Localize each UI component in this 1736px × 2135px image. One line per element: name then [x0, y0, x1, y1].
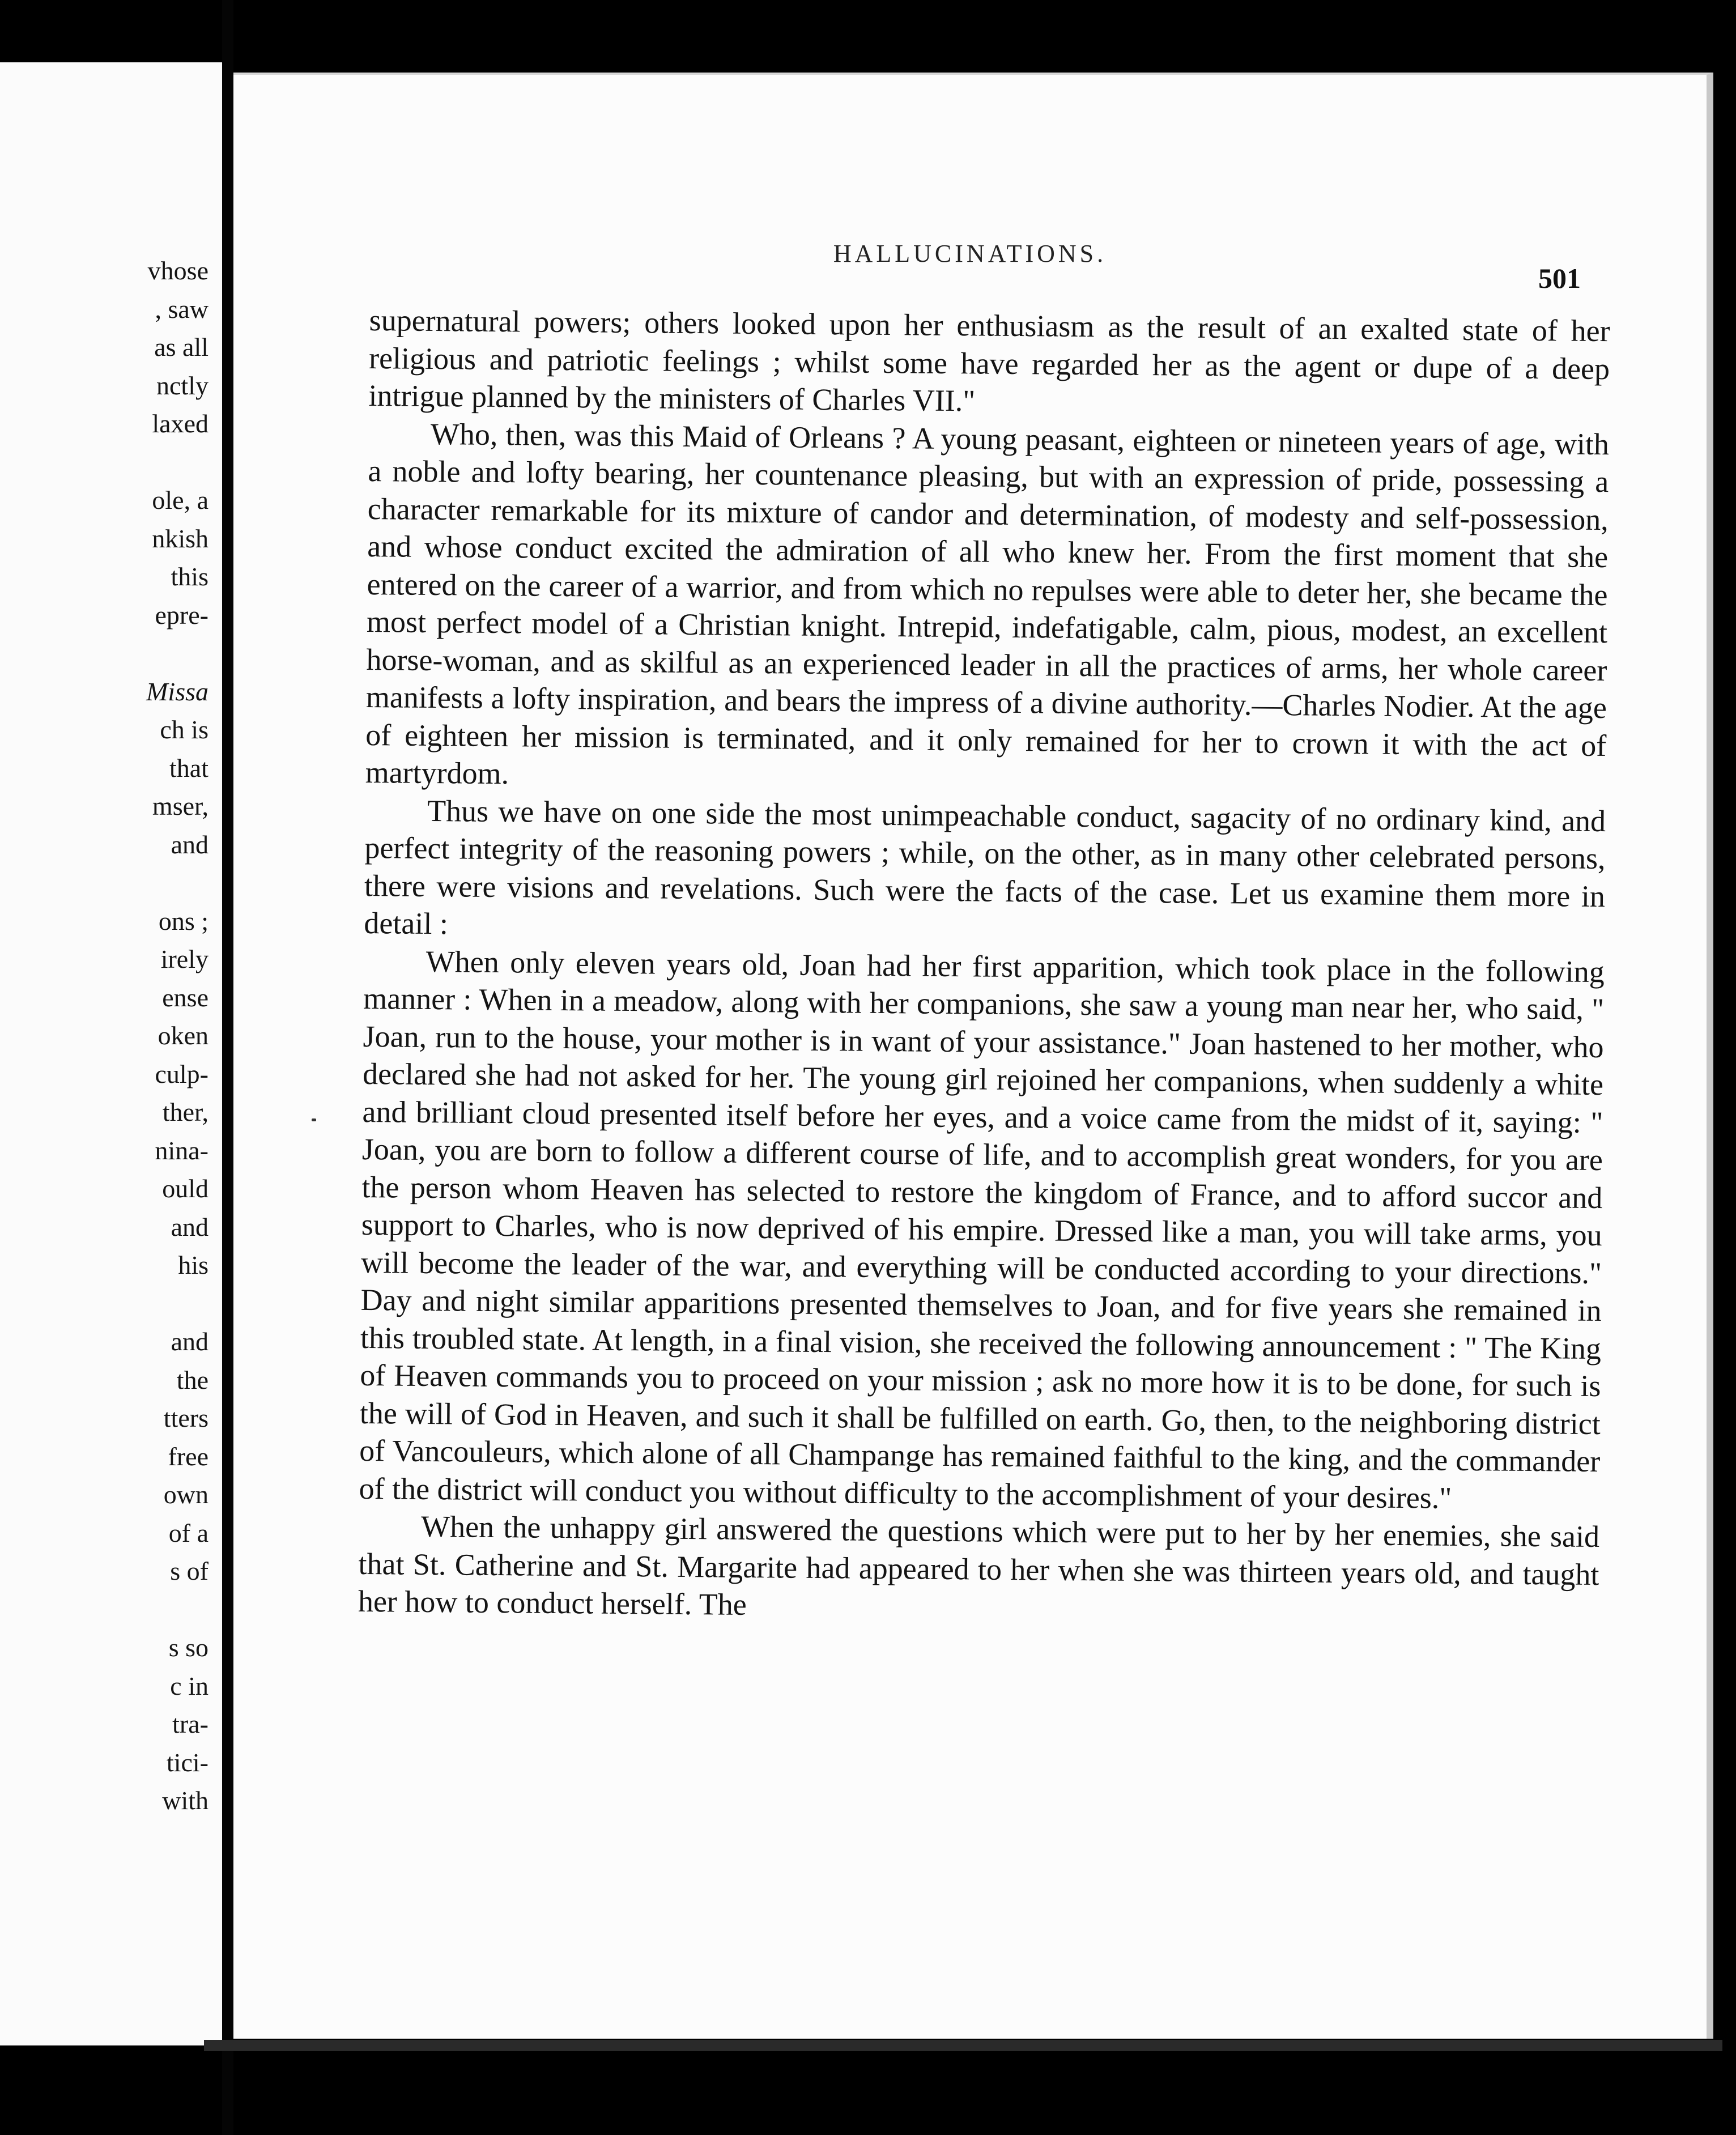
left-page-line-fragment: s so	[168, 1633, 209, 1662]
left-facing-page	[0, 62, 222, 2045]
left-page-line-fragment: c in	[170, 1671, 209, 1700]
left-page-line-fragment: mser,	[152, 792, 209, 820]
left-page-line-fragment: and	[171, 1327, 209, 1356]
left-page-line-fragment: ons ;	[158, 906, 209, 935]
left-page-line-fragment: ole, a	[152, 486, 209, 514]
paragraph-5: When the unhappy girl answered the questions which were put to her by her enemies, she said that St. Catherine and St. Margarite had appeared to her when she was thirteen years old, and taught her how to conduct herself. The	[358, 1509, 1600, 1622]
paragraph-3: Thus we have on one side the most unimpeachable conduct, sagacity of no ordinary kind, and perfect integrity of the reasoning powers ; while, on the other, as in many other celebrated persons, there were visions and revelations. Such were the facts of the case. Let us examine them more in detail :	[364, 793, 1606, 941]
right-page	[233, 73, 1713, 2039]
ink-speck	[312, 1118, 316, 1121]
page-number: 501	[1538, 262, 1581, 294]
left-page-line-fragment: laxed	[152, 409, 209, 438]
left-page-line-fragment: nkish	[152, 524, 209, 553]
left-page-line-fragment: his	[178, 1251, 209, 1279]
body-text	[358, 301, 1610, 1631]
left-page-line-fragment: as all	[154, 333, 209, 361]
running-head: HALLUCINATIONS.	[833, 240, 1107, 267]
left-page-line-fragment: of a	[168, 1518, 209, 1547]
left-page-line-fragment: nina-	[155, 1135, 209, 1165]
paragraph-4: When only eleven years old, Joan had her first apparition, which took place in the following manner : When in a meadow, along with her companions, she saw a young man near her, who said, " Joan, run to the house, your mother is in want of your assistance." Joan hastened to her mother, who declared she had not asked for her. The young girl rejoined her companions, when suddenly a white and brilliant cloud presented itself before her eyes, and a voice came from the midst of it, saying: " Joan, you are born to follow a different course of life, and to accomplish great wonders, for you are the person whom Heaven has selected to restore the kingdom of France, and to afford succor and support to Charles, who is now deprived of his empire. Dressed like a man, you will take arms, you will become the leader of the war, and everything will be conducted according to your directions." Day and night similar apparitions presented themselves to Joan, and for five years she remained in this troubled state. At length, in a final vision, she received the following announcement : " The King of Heaven commands you to proceed on your mission ; ask no more how it is to be done, for such is the will of God in Heaven, and such it shall be fulfilled on earth. Go, then, to the neighboring district of Vancouleurs, which alone of all Champange has remained faithful to the king, and the commander of the district will conduct you without difficulty to the accomplishment of your desires."	[359, 944, 1605, 1515]
left-page-line-fragment: tters	[163, 1404, 209, 1432]
left-page-line-fragment: this	[171, 562, 209, 591]
left-page-line-fragment: vhose	[147, 256, 209, 285]
left-page-line-fragment: and	[171, 830, 209, 859]
left-page-line-fragment: ould	[162, 1174, 209, 1203]
page-bottom-shadow	[204, 2040, 1722, 2051]
book-gutter	[222, 0, 233, 2135]
left-page-line-fragment: ense	[162, 983, 209, 1012]
left-page-line-fragment: irely	[160, 945, 209, 973]
left-page-line-fragment: tra-	[172, 1709, 209, 1738]
left-page-line-fragment: free	[168, 1441, 209, 1471]
paragraph-1: supernatural powers; others looked upon her enthusiasm as the result of an exalted state of her religious and patriotic feelings ; whilst some have regarded her as the agent or dupe of a deep intrigue planned by the ministers of Charles VII."	[368, 303, 1610, 418]
left-page-line-fragment: oken	[158, 1021, 209, 1050]
left-page-line-fragment: Missa	[146, 677, 209, 706]
left-page-line-fragment: ther,	[162, 1098, 209, 1126]
left-page-line-fragment: s of	[170, 1556, 209, 1585]
left-page-line-fragment: that	[169, 753, 209, 782]
paragraph-2: Who, then, was this Maid of Orleans ? A young peasant, eighteen or nineteen years of age, with a noble and lofty bearing, her countenance pleasing, but with an expression of pride, possessing a character remarkable for its mixture of candor and determination, of modesty and self-possession, and whose conduct excited the admiration of all who knew her. From the first moment that she entered on the career of a warrior, and from which no repulses were able to deter her, she became the most perfect model of a Christian knight. Intrepid, indefatigable, calm, pious, modest, an excellent horse-woman, and as skilful as an experienced leader in all the practices of arms, her whole career manifests a lofty inspiration, and bears the impress of a divine authority.—Charles Nodier. At the age of eighteen her mission is terminated, and it only remained for her to crown it with the act of martyrdom.	[365, 416, 1610, 791]
left-page-line-fragment: with	[162, 1786, 209, 1815]
left-page-line-fragment: nctly	[156, 371, 209, 400]
left-page-line-fragment: epre-	[155, 600, 209, 630]
left-page-line-fragment: tici-	[166, 1747, 209, 1777]
left-page-line-fragment: the	[176, 1365, 209, 1394]
left-page-line-fragment: culp-	[155, 1059, 209, 1088]
left-page-line-fragment: ch is	[160, 715, 209, 744]
left-page-line-fragment: , saw	[155, 294, 209, 324]
left-page-line-fragment: and	[171, 1212, 209, 1241]
left-page-line-fragment: own	[163, 1480, 209, 1509]
